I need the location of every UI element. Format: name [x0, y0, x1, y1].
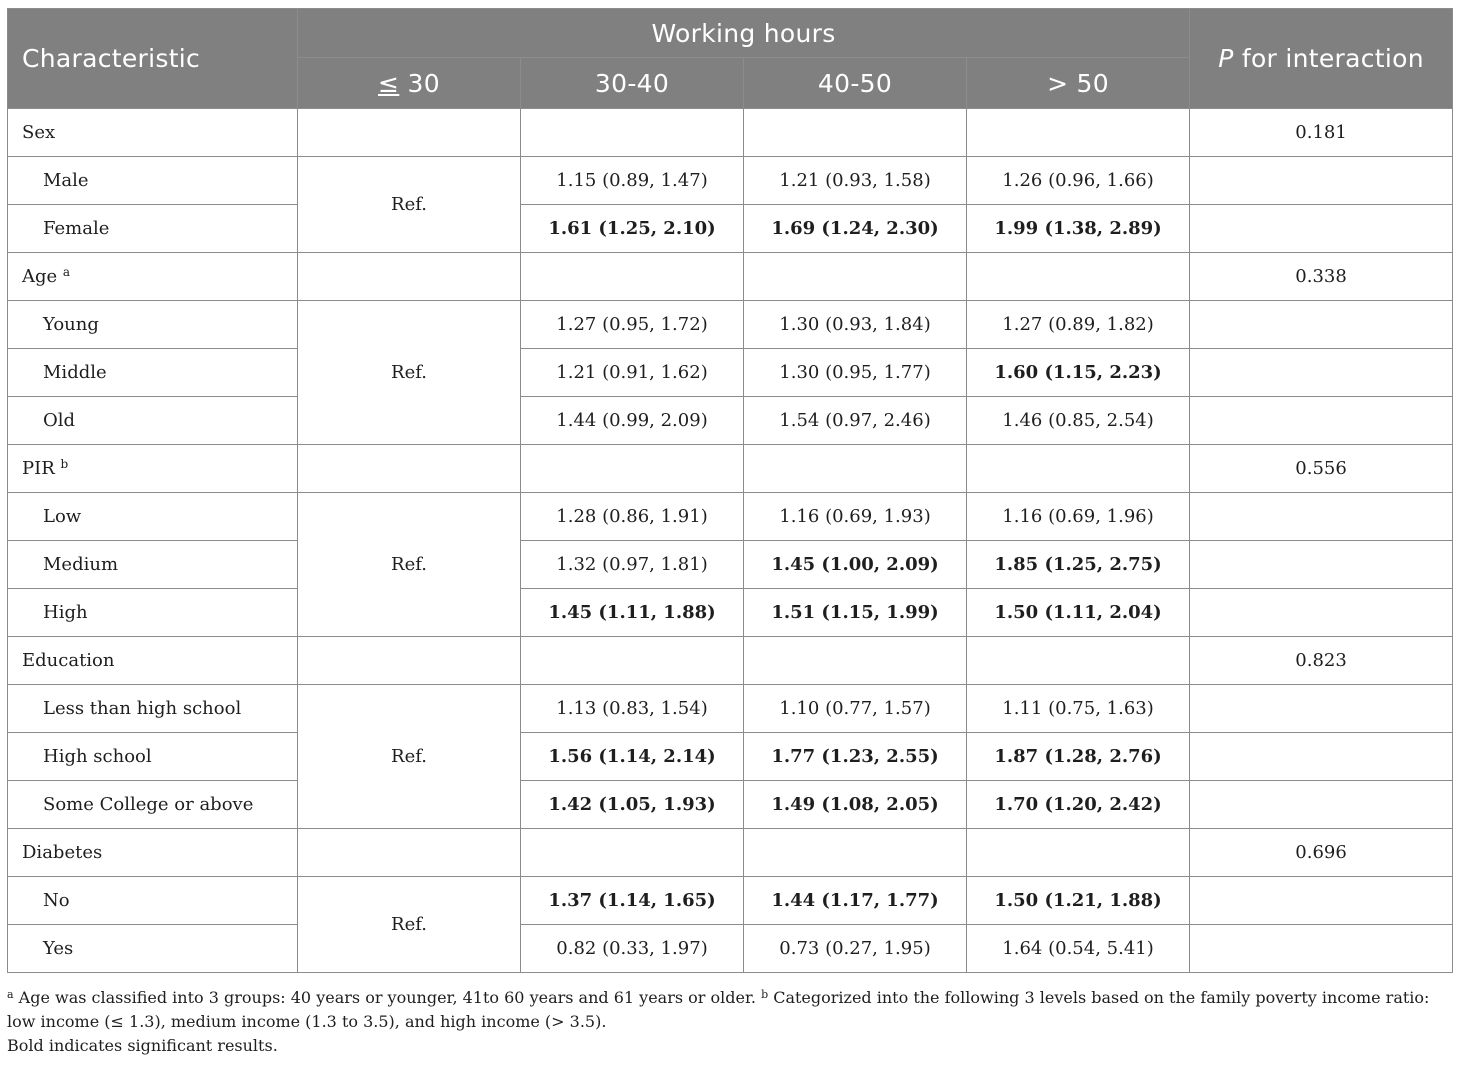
value-cell: 1.32 (0.97, 1.81): [521, 541, 744, 589]
empty-cell: [1190, 493, 1453, 541]
value-cell-significant: 1.50 (1.11, 2.04): [967, 589, 1190, 637]
value-cell: 1.13 (0.83, 1.54): [521, 685, 744, 733]
value-cell: 1.54 (0.97, 2.46): [744, 397, 967, 445]
group-row-sex: [8, 109, 1453, 157]
group-label-age-text: Age: [22, 266, 58, 287]
table-row: [8, 925, 1453, 973]
table-footnotes: [7, 986, 1452, 1058]
empty-cell: [521, 253, 744, 301]
p-value-diabetes: 0.696: [1190, 829, 1453, 877]
empty-cell: [521, 109, 744, 157]
footnote-b-mark: b: [761, 988, 769, 1001]
ref-cell: Ref.: [298, 877, 521, 973]
value-cell: 1.27 (0.89, 1.82): [967, 301, 1190, 349]
p-value-education: 0.823: [1190, 637, 1453, 685]
row-label: Young: [8, 301, 298, 349]
value-cell: 0.73 (0.27, 1.95): [744, 925, 967, 973]
header-characteristic: Characteristic: [8, 9, 298, 109]
empty-cell: [521, 445, 744, 493]
row-label: Female: [8, 205, 298, 253]
group-row-education: [8, 637, 1453, 685]
table-row: [8, 301, 1453, 349]
table-row: [8, 541, 1453, 589]
header-col-le30: [298, 58, 521, 109]
empty-cell: [1190, 541, 1453, 589]
footnote-a-text: Age was classified into 3 groups: 40 years or younger, 41to 60 years and 61 years or older.: [13, 988, 762, 1007]
row-label: No: [8, 877, 298, 925]
group-row-pir: [8, 445, 1453, 493]
value-cell: 1.28 (0.86, 1.91): [521, 493, 744, 541]
p-value-sex: 0.181: [1190, 109, 1453, 157]
p-value-pir: 0.556: [1190, 445, 1453, 493]
row-label: Less than high school: [8, 685, 298, 733]
value-cell: 1.21 (0.93, 1.58): [744, 157, 967, 205]
empty-cell: [298, 445, 521, 493]
value-cell-significant: 1.42 (1.05, 1.93): [521, 781, 744, 829]
value-cell: 1.11 (0.75, 1.63): [967, 685, 1190, 733]
empty-cell: [967, 445, 1190, 493]
empty-cell: [298, 253, 521, 301]
value-cell: 1.16 (0.69, 1.96): [967, 493, 1190, 541]
value-cell-significant: 1.99 (1.38, 2.89): [967, 205, 1190, 253]
empty-cell: [967, 829, 1190, 877]
value-cell: 1.44 (0.99, 2.09): [521, 397, 744, 445]
value-cell-significant: 1.49 (1.08, 2.05): [744, 781, 967, 829]
value-cell: 1.46 (0.85, 2.54): [967, 397, 1190, 445]
empty-cell: [744, 253, 967, 301]
value-cell: 1.16 (0.69, 1.93): [744, 493, 967, 541]
header-working-hours: Working hours: [298, 9, 1190, 58]
row-label: Medium: [8, 541, 298, 589]
ref-cell: Ref.: [298, 685, 521, 829]
table-row: [8, 589, 1453, 637]
value-cell-significant: 1.69 (1.24, 2.30): [744, 205, 967, 253]
row-label: Yes: [8, 925, 298, 973]
empty-cell: [744, 637, 967, 685]
empty-cell: [521, 637, 744, 685]
value-cell-significant: 1.77 (1.23, 2.55): [744, 733, 967, 781]
group-row-diabetes: [8, 829, 1453, 877]
empty-cell: [1190, 349, 1453, 397]
group-label-age: [8, 253, 298, 301]
empty-cell: [298, 829, 521, 877]
group-label-sex: Sex: [8, 109, 298, 157]
table-row: [8, 157, 1453, 205]
ref-cell: Ref.: [298, 493, 521, 637]
row-label: Some College or above: [8, 781, 298, 829]
footnote-mark-b: b: [60, 457, 69, 471]
value-cell-significant: 1.45 (1.11, 1.88): [521, 589, 744, 637]
value-cell: 1.21 (0.91, 1.62): [521, 349, 744, 397]
value-cell: 1.27 (0.95, 1.72): [521, 301, 744, 349]
value-cell-significant: 1.44 (1.17, 1.77): [744, 877, 967, 925]
group-label-education: Education: [8, 637, 298, 685]
empty-cell: [298, 109, 521, 157]
header-p-for-interaction: [1190, 9, 1453, 109]
empty-cell: [1190, 685, 1453, 733]
empty-cell: [744, 109, 967, 157]
empty-cell: [1190, 157, 1453, 205]
le-symbol: ≤: [378, 68, 400, 98]
group-row-age: [8, 253, 1453, 301]
empty-cell: [1190, 205, 1453, 253]
value-cell: 0.82 (0.33, 1.97): [521, 925, 744, 973]
empty-cell: [744, 445, 967, 493]
footnote-mark-a: a: [62, 265, 71, 279]
empty-cell: [967, 253, 1190, 301]
table-row: [8, 349, 1453, 397]
value-cell: 1.30 (0.95, 1.77): [744, 349, 967, 397]
empty-cell: [1190, 925, 1453, 973]
row-label: High: [8, 589, 298, 637]
empty-cell: [1190, 877, 1453, 925]
row-label: Middle: [8, 349, 298, 397]
value-cell: 1.26 (0.96, 1.66): [967, 157, 1190, 205]
group-label-diabetes: Diabetes: [8, 829, 298, 877]
value-cell: 1.64 (0.54, 5.41): [967, 925, 1190, 973]
empty-cell: [1190, 733, 1453, 781]
group-label-pir-text: PIR: [22, 458, 55, 479]
row-label: Male: [8, 157, 298, 205]
table-row: [8, 493, 1453, 541]
table-row: [8, 781, 1453, 829]
value-cell-significant: 1.56 (1.14, 2.14): [521, 733, 744, 781]
empty-cell: [967, 109, 1190, 157]
empty-cell: [744, 829, 967, 877]
empty-cell: [1190, 397, 1453, 445]
results-table-container: [7, 8, 1452, 973]
row-label: Old: [8, 397, 298, 445]
value-cell: 1.10 (0.77, 1.57): [744, 685, 967, 733]
ref-cell: Ref.: [298, 301, 521, 445]
p-value-age: 0.338: [1190, 253, 1453, 301]
footnote-bold-note: Bold indicates significant results.: [7, 1036, 278, 1055]
value-cell-significant: 1.37 (1.14, 1.65): [521, 877, 744, 925]
interaction-table: [7, 8, 1453, 973]
header-col-gt50: > 50: [967, 58, 1190, 109]
footnote-a-mark: a: [7, 988, 14, 1001]
row-label: High school: [8, 733, 298, 781]
le-value: 30: [399, 68, 440, 98]
empty-cell: [521, 829, 744, 877]
value-cell-significant: 1.61 (1.25, 2.10): [521, 205, 744, 253]
empty-cell: [298, 637, 521, 685]
value-cell: 1.30 (0.93, 1.84): [744, 301, 967, 349]
value-cell-significant: 1.50 (1.21, 1.88): [967, 877, 1190, 925]
row-label: Low: [8, 493, 298, 541]
table-row: [8, 685, 1453, 733]
value-cell-significant: 1.70 (1.20, 2.42): [967, 781, 1190, 829]
ref-cell: Ref.: [298, 157, 521, 253]
footnote-b-text: Categorized into the following 3 levels based on the family poverty income ratio: low income (≤ 1.3), medium income (1.3 to 3.5), and high income (> 3.5).: [7, 988, 1430, 1031]
footnote-ab: [7, 986, 1452, 1034]
value-cell-significant: 1.51 (1.15, 1.99): [744, 589, 967, 637]
value-cell: 1.15 (0.89, 1.47): [521, 157, 744, 205]
value-cell-significant: 1.45 (1.00, 2.09): [744, 541, 967, 589]
header-col-30-40: 30-40: [521, 58, 744, 109]
header-p-italic: P: [1218, 44, 1234, 73]
empty-cell: [1190, 301, 1453, 349]
empty-cell: [1190, 781, 1453, 829]
value-cell-significant: 1.60 (1.15, 2.23): [967, 349, 1190, 397]
header-p-rest: for interaction: [1233, 44, 1424, 73]
table-row: [8, 733, 1453, 781]
table-row: [8, 877, 1453, 925]
empty-cell: [1190, 589, 1453, 637]
header-row-1: [8, 9, 1453, 58]
header-col-40-50: 40-50: [744, 58, 967, 109]
group-label-pir: [8, 445, 298, 493]
value-cell-significant: 1.85 (1.25, 2.75): [967, 541, 1190, 589]
value-cell-significant: 1.87 (1.28, 2.76): [967, 733, 1190, 781]
table-row: [8, 205, 1453, 253]
table-row: [8, 397, 1453, 445]
empty-cell: [967, 637, 1190, 685]
